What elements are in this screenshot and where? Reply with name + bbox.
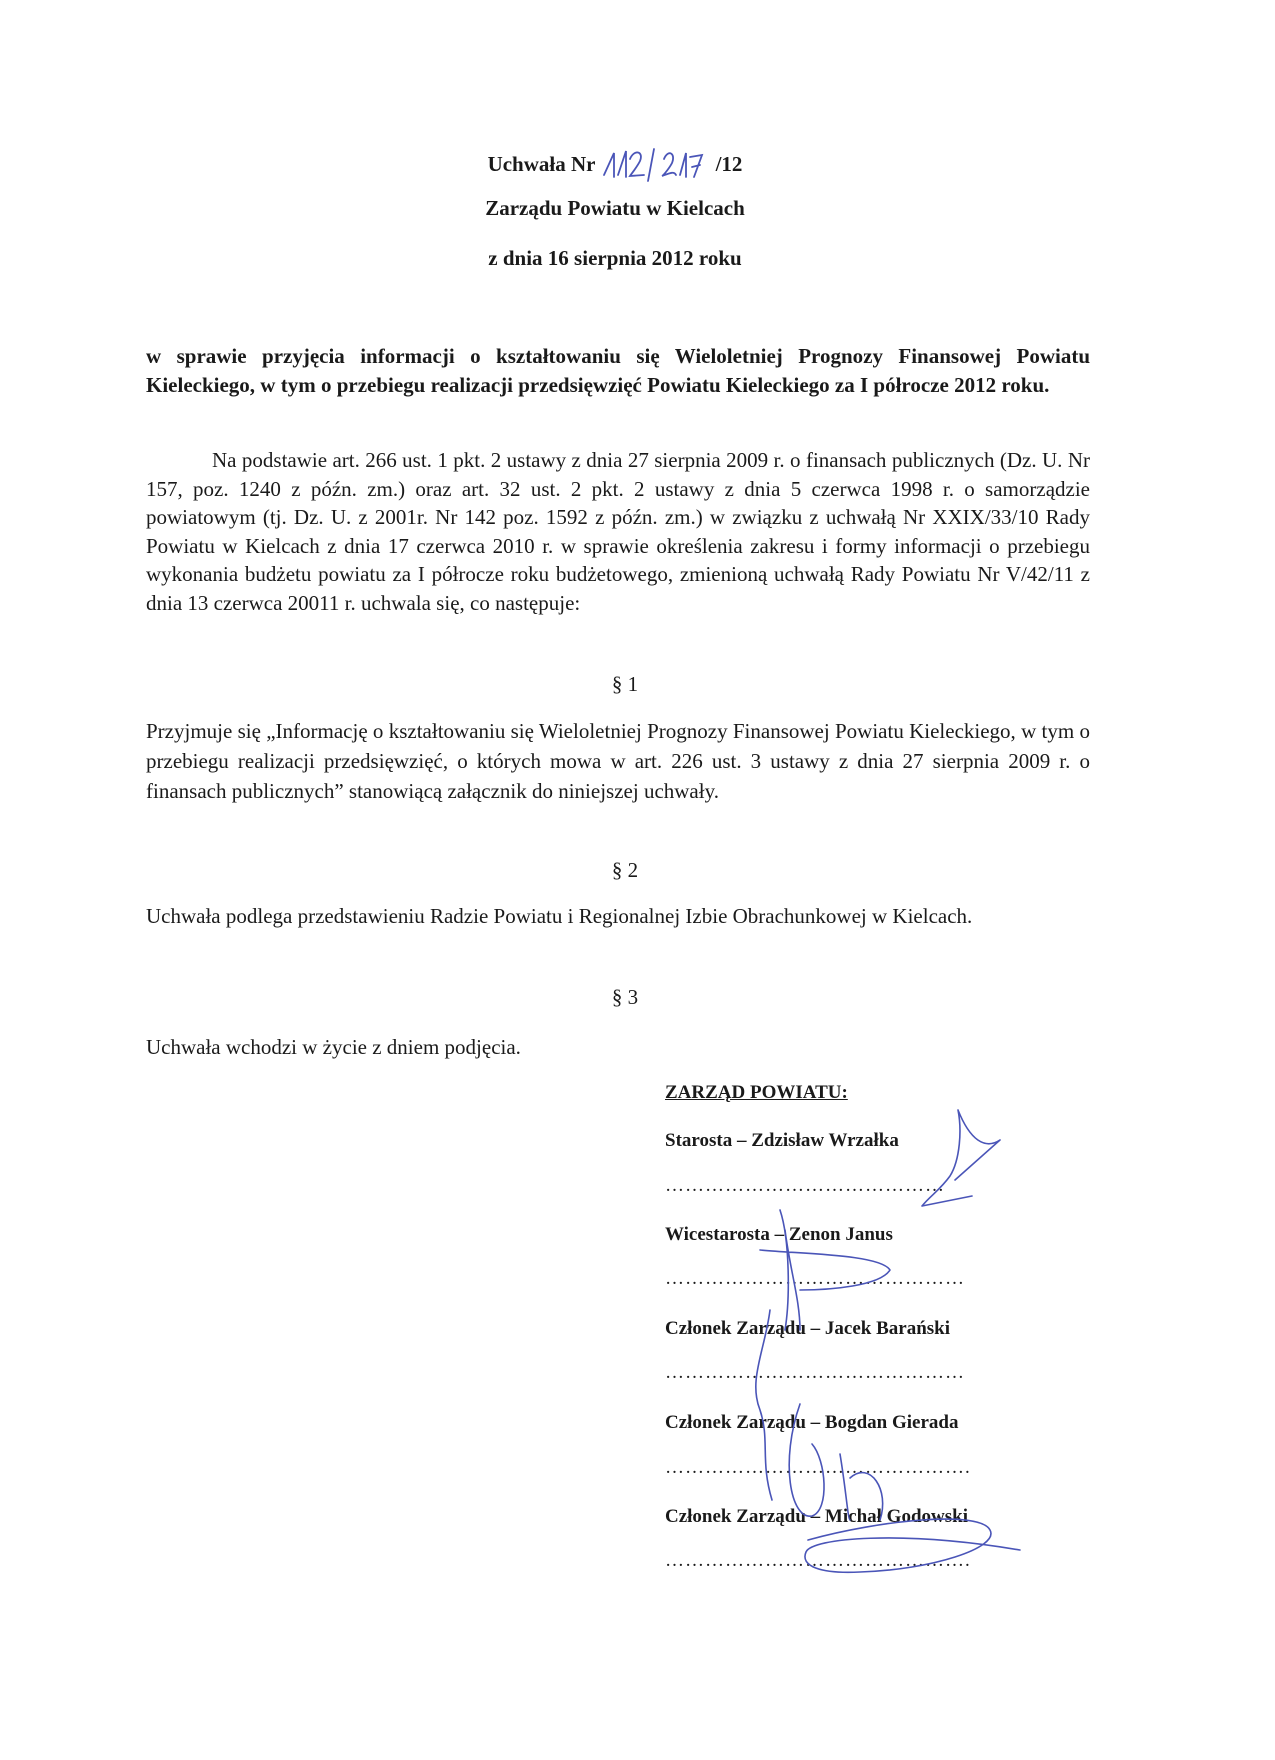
signature-dots-line: ………………………………………. bbox=[665, 1457, 971, 1478]
handwritten-resolution-number bbox=[600, 145, 710, 185]
signature-dots-line: ……………………………………… bbox=[665, 1268, 965, 1289]
signature-dots-line: …………………………………… bbox=[665, 1175, 945, 1196]
section-1-text: Przyjmuje się „Informację o kształtowaniu się Wieloletniej Prognozy Finansowej Powiatu Kieleckiego, w tym o przebiegu realizacji przedsięwzięć, o których mowa w art. 226 ust. 3 ustawy z dnia 27 sierpnia 2009 r. o finansach publicznych” stanowiącą załącznik do niniejszej uchwały. bbox=[146, 719, 1090, 803]
section-3-text: Uchwała wchodzi w życie z dniem podjęcia. bbox=[146, 1035, 521, 1059]
signatory-member-godowski: Członek Zarządu – Michał Godowski bbox=[665, 1506, 968, 1527]
resolution-subject: w sprawie przyjęcia informacji o kształtowaniu się Wieloletniej Prognozy Finansowej Powiatu Kieleckiego, w tym o przebiegu realizacji przedsięwzięć Powiatu Kieleckiego za I półrocze 2012 roku. bbox=[146, 344, 1090, 397]
signatory-wicestarosta: Wicestarosta – Zenon Janus bbox=[665, 1224, 893, 1245]
section-2-sign: § 2 bbox=[611, 858, 639, 882]
section-1-sign: § 1 bbox=[611, 672, 639, 696]
signatory-starosta: Starosta – Zdzisław Wrzałka bbox=[665, 1130, 899, 1151]
board-label: ZARZĄD POWIATU: bbox=[665, 1082, 848, 1103]
signatory-member-gierada: Członek Zarządu – Bogdan Gierada bbox=[665, 1412, 959, 1433]
title-suffix: /12 bbox=[715, 152, 743, 176]
signature-dots-line: ……………………………………… bbox=[665, 1362, 965, 1383]
title-prefix: Uchwała Nr bbox=[487, 152, 596, 176]
legal-basis-paragraph: Na podstawie art. 266 ust. 1 pkt. 2 ustawy z dnia 27 sierpnia 2009 r. o finansach publicznych (Dz. U. Nr 157, poz. 1240 z późn. zm.) oraz art. 32 ust. 2 pkt. 2 ustawy z dnia 5 czerwca 1998 r. o samorządzie powiatowym (tj. Dz. U. z 2001r. Nr 142 poz. 1592 z późn. zm.) w związku z uchwałą Nr XXIX/33/10 Rady Powiatu w Kielcach z dnia 17 czerwca 2010 r. w sprawie określenia zakresu i formy informacji o przebiegu wykonania budżetu powiatu za I półrocze roku budżetowego, zmienioną uchwałą Rady Powiatu Nr V/42/11 z dnia 13 czerwca 20011 r. uchwala się, co następuje: bbox=[146, 448, 1090, 615]
resolution-date: z dnia 16 sierpnia 2012 roku bbox=[488, 246, 742, 270]
signature-dots-line: ………………………………………. bbox=[665, 1550, 971, 1571]
section-2-text: Uchwała podlega przedstawieniu Radzie Powiatu i Regionalnej Izbie Obrachunkowej w Kielcach. bbox=[146, 904, 973, 928]
section-3-sign: § 3 bbox=[611, 985, 639, 1009]
signatory-member-baranski: Członek Zarządu – Jacek Barański bbox=[665, 1318, 951, 1339]
resolution-title bbox=[0, 145, 1230, 185]
issuing-board: Zarządu Powiatu w Kielcach bbox=[485, 196, 745, 220]
